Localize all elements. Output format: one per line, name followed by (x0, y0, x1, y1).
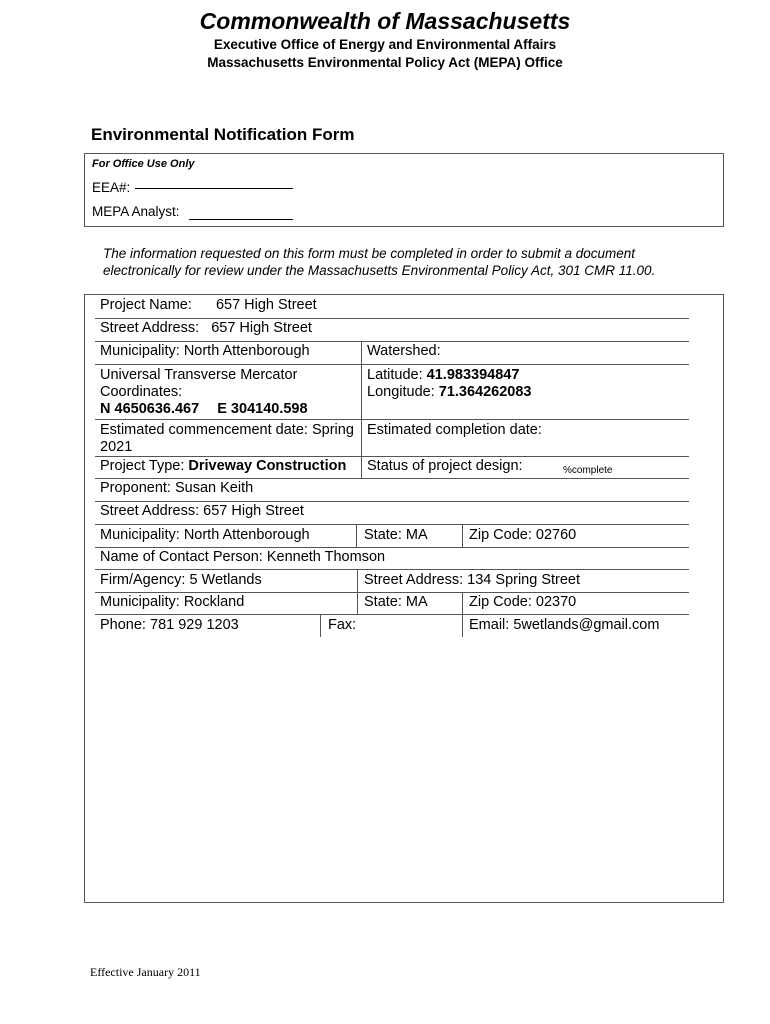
page-subtitle-office: Executive Office of Energy and Environmental Affairs (213, 37, 557, 52)
row-divider (95, 341, 689, 342)
proponent-state-label: State: (364, 527, 402, 543)
mepa-analyst-field[interactable] (189, 219, 293, 220)
row-divider (95, 524, 689, 525)
utm-label-line1: Universal Transverse Mercator (100, 367, 298, 383)
project-municipality-value[interactable]: North Attenborough (183, 343, 310, 359)
eea-number-field[interactable] (135, 188, 293, 189)
row-divider (95, 547, 689, 548)
proponent-street-value[interactable]: 657 High Street (203, 503, 304, 519)
footer-effective-date: Effective January 2011 (90, 965, 201, 979)
column-divider (357, 569, 358, 614)
contact-zip-value[interactable]: 02370 (535, 594, 577, 610)
commencement-date (100, 422, 360, 440)
contact-phone (100, 617, 239, 635)
contact-email-label: Email: (469, 617, 510, 633)
contact-municipality (100, 594, 244, 612)
contact-municipality-value[interactable]: Rockland (183, 594, 245, 610)
contact-street-label: Street Address: (364, 572, 464, 588)
firm-agency (100, 572, 262, 590)
contact-street (364, 572, 580, 590)
project-type-label: Project Type: (100, 458, 185, 474)
contact-municipality-label: Municipality: (100, 594, 180, 610)
latitude-value[interactable]: 41.983394847 (426, 367, 520, 383)
row-divider (95, 614, 689, 615)
contact-phone-label: Phone: (100, 617, 146, 633)
proponent-zip (469, 527, 576, 545)
proponent (100, 480, 253, 498)
proponent-zip-label: Zip Code: (469, 527, 532, 543)
contact-person-label: Name of Contact Person: (100, 549, 263, 565)
project-municipality (100, 343, 310, 361)
intro-text: The information requested on this form must be completed in order to submit a document electronically for review under the Massachusetts Environmental Policy Act, 301 CMR 11.00. (103, 246, 656, 278)
project-street-row (100, 320, 312, 338)
proponent-street-label: Street Address: (100, 503, 200, 519)
project-street-label: Street Address: (100, 320, 200, 336)
project-name-value[interactable]: 657 High Street (215, 297, 317, 313)
row-divider (95, 501, 689, 502)
project-name-label: Project Name: (100, 297, 192, 313)
column-divider (462, 592, 463, 637)
commencement-value-year[interactable]: 2021 (100, 439, 133, 455)
project-name-row (100, 297, 317, 315)
contact-state-value[interactable]: MA (405, 594, 428, 610)
contact-zip (469, 594, 576, 612)
commencement-label: Estimated commencement date: (100, 422, 308, 438)
row-divider (95, 318, 689, 319)
watershed-label: Watershed: (367, 343, 441, 359)
firm-agency-value[interactable]: 5 Wetlands (189, 572, 262, 588)
row-divider (95, 364, 689, 365)
proponent-value[interactable]: Susan Keith (174, 480, 254, 496)
project-municipality-label: Municipality: (100, 343, 180, 359)
contact-street-value[interactable]: 134 Spring Street (467, 572, 581, 588)
status-design-label: Status of project design: (367, 458, 523, 474)
row-divider (95, 419, 689, 420)
longitude-label: Longitude: (367, 384, 435, 400)
column-divider (462, 524, 463, 547)
row-divider (95, 456, 689, 457)
proponent-label: Proponent: (100, 480, 171, 496)
row-divider (95, 592, 689, 593)
proponent-zip-value[interactable]: 02760 (535, 527, 577, 543)
completion-date-label: Estimated completion date: (367, 422, 542, 438)
utm-coordinates[interactable] (100, 401, 308, 419)
column-divider (356, 524, 357, 547)
percent-complete-label: %complete (563, 465, 613, 476)
row-divider (95, 569, 689, 570)
office-use-heading: For Office Use Only (92, 158, 195, 170)
proponent-municipality (100, 527, 310, 545)
longitude (367, 384, 532, 402)
utm-northing: N 4650636.467 (100, 401, 200, 417)
contact-person-value[interactable]: Kenneth Thomson (266, 549, 386, 565)
latitude-label: Latitude: (367, 367, 423, 383)
contact-zip-label: Zip Code: (469, 594, 532, 610)
proponent-municipality-value[interactable]: North Attenborough (183, 527, 310, 543)
proponent-state (364, 527, 428, 545)
proponent-municipality-label: Municipality: (100, 527, 180, 543)
project-type-value[interactable]: Driveway Construction (188, 458, 347, 474)
form-title: Environmental Notification Form (91, 125, 355, 144)
utm-label-line2: Coordinates: (100, 384, 183, 400)
contact-person (100, 549, 385, 567)
latitude (367, 367, 519, 385)
project-street-value[interactable]: 657 High Street (211, 320, 312, 336)
mepa-analyst-label: MEPA Analyst: (92, 204, 180, 219)
contact-email-value[interactable]: 5wetlands@gmail.com (513, 617, 660, 633)
eea-number-label: EEA#: (92, 180, 131, 195)
proponent-state-value[interactable]: MA (405, 527, 428, 543)
page-subtitle-mepa: Massachusetts Environmental Policy Act (MEPA) Office (207, 55, 563, 70)
project-type (100, 458, 360, 476)
longitude-value[interactable]: 71.364262083 (438, 384, 532, 400)
commencement-value[interactable]: Spring (311, 422, 354, 438)
page-title: Commonwealth of Massachusetts (199, 8, 571, 34)
contact-state (364, 594, 428, 612)
firm-agency-label: Firm/Agency: (100, 572, 186, 588)
contact-phone-value[interactable]: 781 929 1203 (150, 617, 239, 633)
utm-easting: E 304140.598 (217, 401, 308, 417)
column-divider (361, 341, 362, 478)
proponent-street (100, 503, 304, 521)
contact-state-label: State: (364, 594, 402, 610)
contact-fax-label: Fax: (328, 617, 357, 633)
column-divider (320, 614, 321, 637)
contact-email (469, 617, 659, 635)
